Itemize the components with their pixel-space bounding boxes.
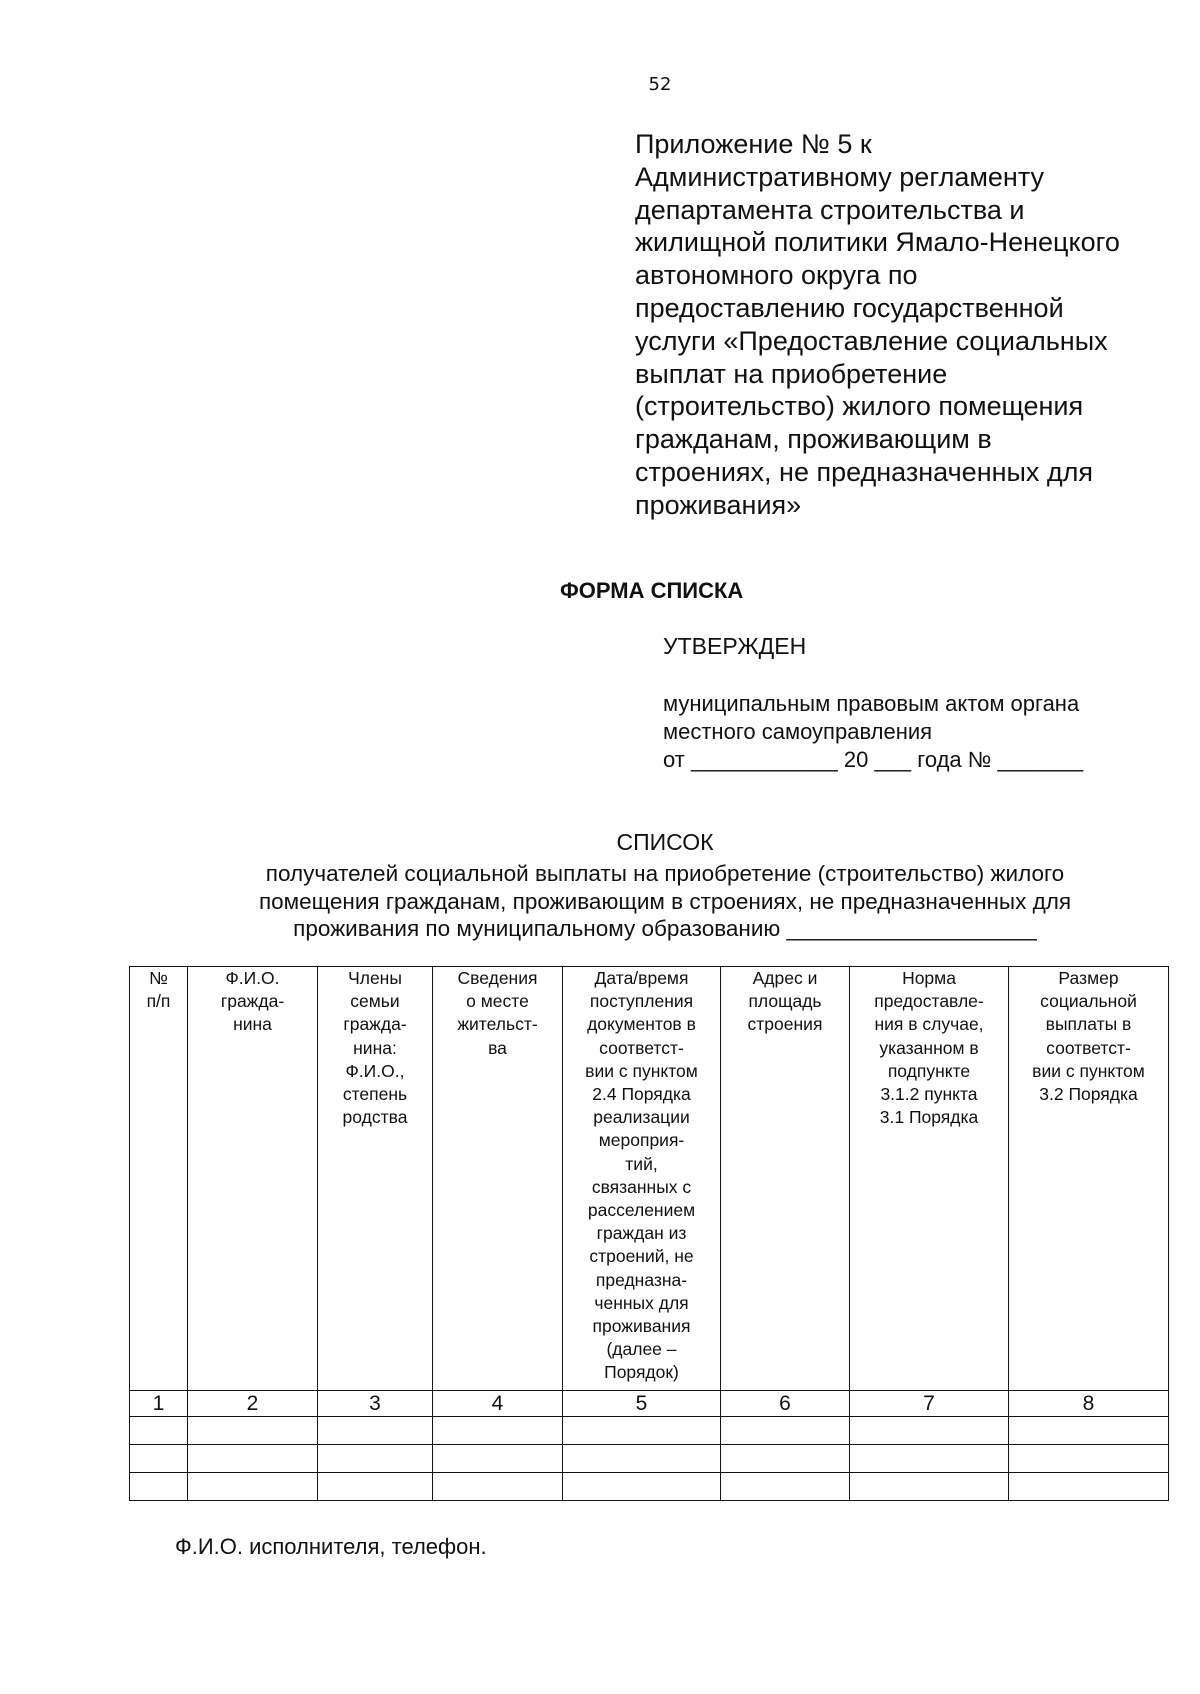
column-header-line: Ф.И.О.,	[345, 1060, 405, 1081]
empty-cell	[318, 1473, 433, 1501]
column-header-line: (далее –	[606, 1339, 677, 1360]
column-number-cell: 8	[1009, 1391, 1169, 1417]
list-heading: СПИСОК	[616, 829, 714, 855]
page-number: 52	[648, 74, 672, 95]
appendix-line: департамента строительства и	[635, 194, 1025, 225]
column-header-line: ченных для	[594, 1292, 689, 1313]
column-header-line: Ф.И.О.	[225, 968, 280, 988]
executor-note: Ф.И.О. исполнителя, телефон.	[175, 1534, 487, 1559]
empty-cell	[188, 1445, 318, 1473]
column-header-line: реализации	[593, 1107, 690, 1128]
empty-cell	[318, 1445, 433, 1473]
appendix-line: Приложение № 5 к	[635, 129, 872, 159]
column-header-line: проживания	[592, 1316, 691, 1337]
column-header-line: граждан из	[596, 1223, 687, 1244]
column-header-line: Сведения	[457, 968, 538, 988]
list-subtitle-line: помещения гражданам, проживающим в строениях, не предназначенных для	[258, 888, 1072, 914]
column-header-line: гражда-	[343, 1014, 407, 1035]
column-header-line: вии с пунктом	[1032, 1060, 1145, 1081]
empty-cell	[563, 1445, 721, 1473]
column-header-line: строений, не	[589, 1246, 694, 1267]
column-header-line: нина:	[353, 1037, 397, 1058]
table-header-row	[130, 967, 1169, 1391]
column-header-line: соответст-	[599, 1037, 684, 1058]
column-header-line: №	[149, 968, 168, 988]
column-header-line: 2.4 Порядка	[592, 1084, 691, 1105]
column-number-cell: 6	[721, 1391, 850, 1417]
approval-line: муниципальным правовым актом органа	[663, 691, 1080, 716]
empty-cell	[1009, 1445, 1169, 1473]
column-header-line: предоставле-	[874, 991, 984, 1012]
column-header-line: ва	[488, 1037, 507, 1058]
empty-cell	[1009, 1417, 1169, 1445]
column-header-line: указанном в	[879, 1037, 979, 1058]
column-header-line: выплаты в	[1045, 1014, 1132, 1035]
column-header-line: 3.1 Порядка	[879, 1107, 979, 1128]
column-header-line: связанных с	[591, 1176, 692, 1197]
column-number-cell: 3	[318, 1391, 433, 1417]
column-number-cell: 2	[188, 1391, 318, 1417]
empty-cell	[318, 1417, 433, 1445]
column-header-4	[433, 967, 563, 1391]
column-header-7	[850, 967, 1009, 1391]
form-title: ФОРМА СПИСКА	[560, 578, 744, 603]
column-header-line: Норма	[902, 968, 956, 988]
column-header-line: п/п	[146, 991, 171, 1012]
column-header-line: расселением	[587, 1200, 696, 1221]
empty-cell	[563, 1417, 721, 1445]
approved-label: УТВЕРЖДЕН	[663, 633, 807, 659]
column-header-line: Адрес и	[752, 968, 818, 988]
empty-cell	[433, 1445, 563, 1473]
column-header-line: Порядок)	[604, 1362, 679, 1383]
column-number-cell: 1	[130, 1391, 188, 1417]
column-header-line: ния в случае,	[874, 1014, 984, 1035]
appendix-block	[635, 128, 1175, 522]
column-header-line: вии с пунктом	[585, 1060, 698, 1081]
column-header-line: строения	[747, 1014, 823, 1035]
empty-cell	[721, 1445, 850, 1473]
column-header-1	[130, 967, 188, 1391]
list-subtitle-line: проживания по муниципальному образованию ____________________	[293, 916, 1037, 941]
column-header-line: площадь	[748, 991, 822, 1012]
table-column-numbers-row	[130, 1391, 1169, 1417]
appendix-line: Административному регламенту	[635, 161, 1045, 192]
appendix-line: предоставлению государственной	[635, 292, 1064, 323]
approval-act-text	[663, 690, 1083, 774]
list-subtitle-line: получателей социальной выплаты на приобретение (строительство) жилого	[265, 861, 1065, 886]
column-header-line: документов в	[587, 1014, 696, 1035]
column-header-line: социальной	[1040, 991, 1137, 1012]
column-header-line: тий,	[625, 1153, 658, 1174]
column-header-line: Дата/время	[594, 968, 689, 988]
column-number-cell: 7	[850, 1391, 1009, 1417]
approval-line: от ____________ 20 ___ года № _______	[663, 747, 1084, 772]
empty-cell	[130, 1445, 188, 1473]
empty-cell	[130, 1473, 188, 1501]
column-header-8	[1009, 967, 1169, 1391]
column-header-line: подпункте	[887, 1060, 971, 1081]
empty-cell	[850, 1417, 1009, 1445]
column-header-2	[188, 967, 318, 1391]
table-row	[130, 1445, 1169, 1473]
appendix-line: строениях, не предназначенных для	[635, 456, 1094, 487]
column-header-line: 3.1.2 пункта	[880, 1084, 978, 1105]
table-row	[130, 1473, 1169, 1501]
appendix-line: проживания»	[635, 489, 802, 520]
column-number-cell: 5	[563, 1391, 721, 1417]
column-header-3	[318, 967, 433, 1391]
column-header-line: родства	[342, 1107, 408, 1128]
empty-cell	[1009, 1473, 1169, 1501]
appendix-line: автономного округа по	[635, 260, 918, 291]
column-header-line: семьи	[350, 991, 400, 1012]
appendix-line: жилищной политики Ямало-Ненецкого	[635, 227, 1120, 258]
column-header-5	[563, 967, 721, 1391]
recipients-table	[129, 966, 1169, 1501]
empty-cell	[188, 1417, 318, 1445]
appendix-line: (строительство) жилого помещения	[635, 391, 1084, 422]
empty-cell	[433, 1473, 563, 1501]
empty-cell	[850, 1473, 1009, 1501]
empty-cell	[850, 1445, 1009, 1473]
column-header-line: Размер	[1058, 968, 1119, 988]
column-header-6	[721, 967, 850, 1391]
approval-line: местного самоуправления	[663, 719, 933, 744]
empty-cell	[721, 1417, 850, 1445]
list-subtitle	[130, 860, 1200, 943]
appendix-line: выплат на приобретение	[635, 358, 948, 389]
column-header-line: нина	[233, 1014, 272, 1035]
column-header-line: о месте	[466, 991, 529, 1012]
column-header-line: соответст-	[1046, 1037, 1131, 1058]
empty-cell	[721, 1473, 850, 1501]
empty-cell	[433, 1417, 563, 1445]
column-header-line: Члены	[348, 968, 402, 988]
column-header-line: мероприя-	[598, 1130, 685, 1151]
appendix-line: гражданам, проживающим в	[635, 424, 992, 455]
empty-cell	[188, 1473, 318, 1501]
empty-cell	[130, 1417, 188, 1445]
column-header-line: степень	[342, 1084, 408, 1105]
column-header-line: гражда-	[220, 991, 285, 1012]
table-row	[130, 1417, 1169, 1445]
column-number-cell: 4	[433, 1391, 563, 1417]
empty-cell	[563, 1473, 721, 1501]
column-header-line: жительст-	[457, 1014, 538, 1035]
column-header-line: предназна-	[595, 1269, 688, 1290]
column-header-line: 3.2 Порядка	[1039, 1084, 1138, 1105]
column-header-line: поступления	[589, 991, 694, 1012]
appendix-line: услуги «Предоставление социальных	[635, 325, 1108, 356]
